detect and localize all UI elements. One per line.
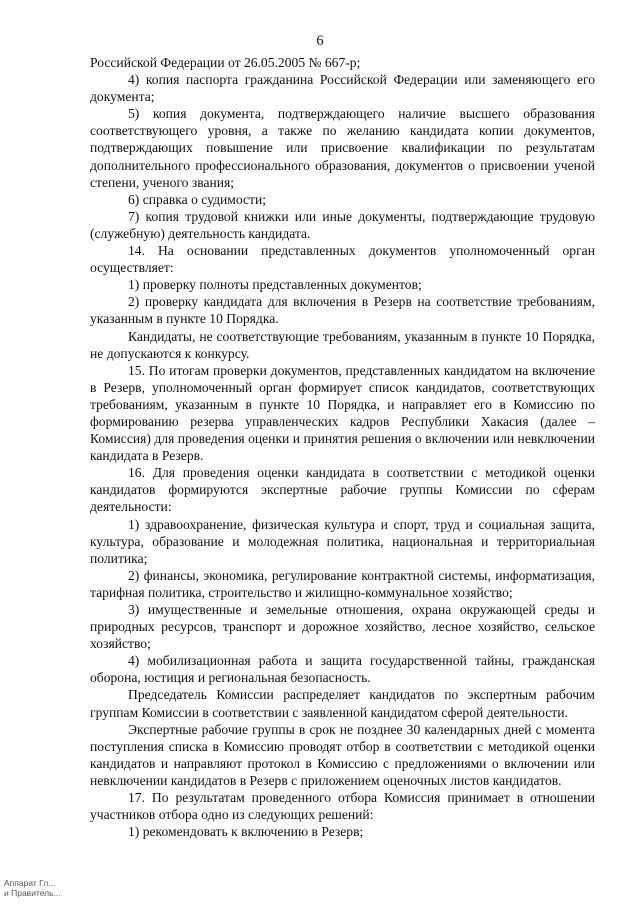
footer-stamp — [4, 878, 61, 898]
stamp-line-1: Аппарат Гл... — [4, 878, 56, 888]
paragraph: 2) проверку кандидата для включения в Резерв на соответствие требованиям, указанным в пункте 10 Порядка. — [90, 294, 595, 327]
paragraph: 15. По итогам проверки документов, представленных кандидатом на включение в Резерв, уполномоченный орган формирует список кандидатов, соответствующих требованиям, указанным в пункте 10 Порядка, и направляет его в Комиссию по формированию резерва управленческих кадров Республики Хакасия (далее – Комиссия) для проведения оценки и принятия решения о включении или невключении кандидата в Резерв. — [90, 362, 595, 464]
paragraph: 6) справка о судимости; — [128, 191, 267, 207]
paragraph: Экспертные рабочие группы в срок не позднее 30 календарных дней с момента поступления списка в Комиссию проводят отбор в соответствии с методикой оценки кандидатов и направляют протокол в Комиссию с предложениями о включении или невключении кандидатов в Резерв с приложением оценочных листов кандидатов. — [90, 721, 595, 788]
page-number: 6 — [316, 33, 324, 49]
paragraph: Российской Федерации от 26.05.2005 № 667-р; — [90, 55, 361, 70]
paragraph: 5) копия документа, подтверждающего наличие высшего образования соответствующего уровня, а также по желанию кандидата копии документов, подтверждающих повышение или присвоение квалификации по результатам дополнительного профессионального образования, документов о присвоении ученой степени, ученого звания; — [90, 106, 595, 190]
paragraph: 2) финансы, экономика, регулирование контрактной системы, информатизация, тарифная политика, строительство и жилищно-коммунальное хозяйство; — [90, 567, 595, 600]
paragraph: 16. Для проведения оценки кандидата в соответствии с методикой оценки кандидатов формируются экспертные рабочие группы Комиссии по сферам деятельности: — [90, 465, 595, 515]
paragraph: 4) мобилизационная работа и защита государственной тайны, гражданская оборона, юстиция и региональная безопасность. — [90, 653, 595, 686]
paragraph: 17. По результатам проведенного отбора Комиссия принимает в отношении участников отбора одно из следующих решений: — [90, 790, 595, 823]
paragraph: 1) проверку полноты представленных документов; — [128, 277, 422, 293]
paragraph: Кандидаты, не соответствующие требованиям, указанным в пункте 10 Порядка, не допускаются к конкурсу. — [90, 328, 595, 361]
paragraph: 7) копия трудовой книжки или иные документы, подтверждающие трудовую (служебную) деятельность кандидата. — [90, 208, 595, 241]
paragraph: 14. На основании представленных документов уполномоченный орган осуществляет: — [90, 243, 595, 276]
document-body — [90, 54, 595, 840]
paragraph: 4) копия паспорта гражданина Российской Федерации или заменяющего его документа; — [90, 72, 595, 105]
stamp-line-2: и Правитель... — [4, 888, 61, 898]
paragraph: 1) рекомендовать к включению в Резерв; — [128, 824, 364, 840]
paragraph: 3) имущественные и земельные отношения, охрана окружающей среды и природных ресурсов, транспорт и дорожное хозяйство, лесное хозяйство, сельское хозяйство; — [90, 602, 595, 652]
paragraph: Председатель Комиссии распределяет кандидатов по экспертным рабочим группам Комиссии в соответствии с заявленной кандидатом сферой деятельности. — [90, 687, 595, 720]
paragraph: 1) здравоохранение, физическая культура и спорт, труд и социальная защита, культура, образование и молодежная политика, национальная и территориальная политика; — [90, 516, 595, 566]
